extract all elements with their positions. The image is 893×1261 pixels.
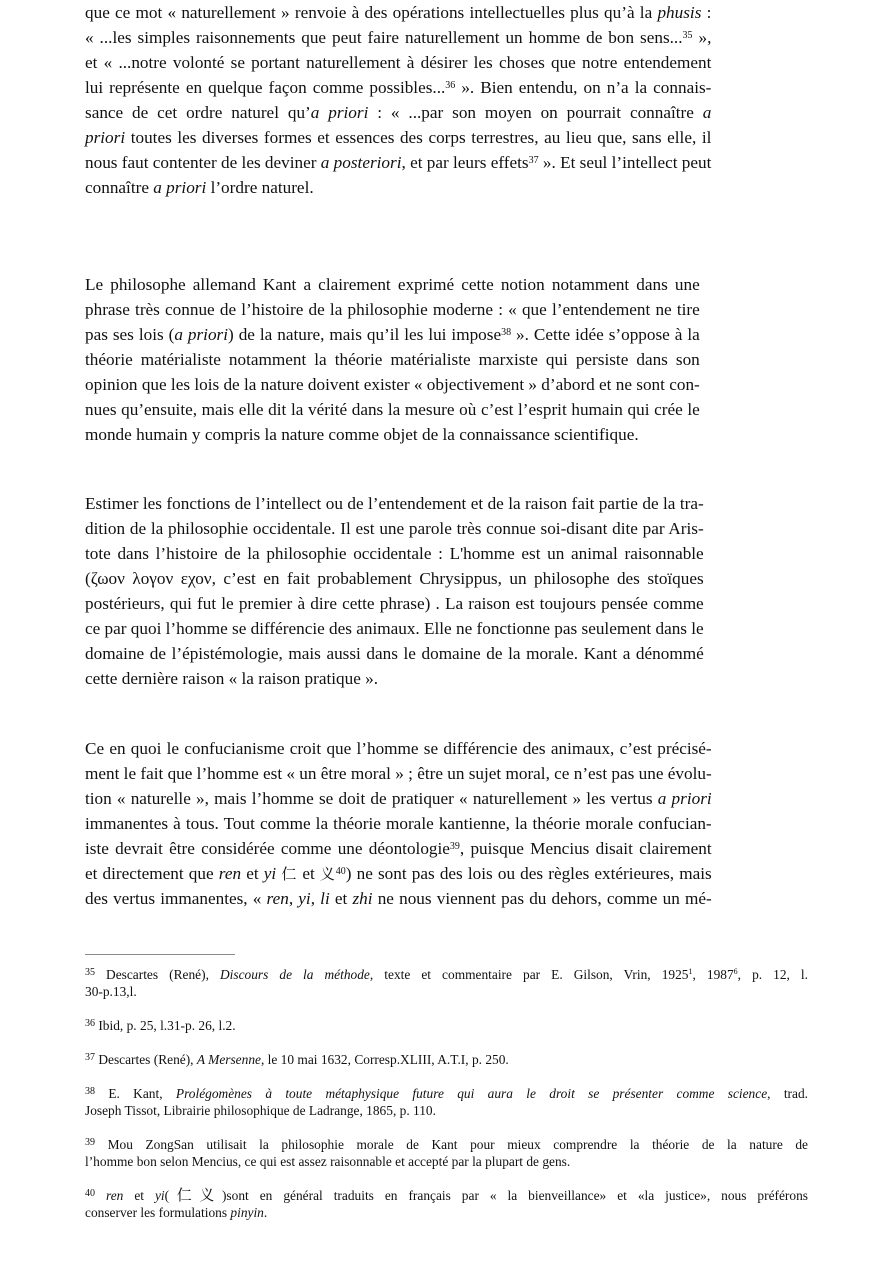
text-line: cette dernière raison « la raison pratique ». [85, 669, 379, 688]
footnote-ref-38[interactable]: 38 [501, 327, 512, 338]
paragraph-1 [85, 0, 711, 200]
text-line: phrase très connue de l’histoire de la philosophie moderne : « que l’entendement ne tire [85, 300, 700, 319]
edition-superscript: 1 [688, 967, 693, 976]
footnote-line: $^{37}$ Descartes (René), A Mersenne, le 10 mai 1632, Corresp.XLIII, A.T.I, p. 250. [85, 1052, 509, 1067]
footnote-35 [85, 966, 808, 1000]
footnote-line: 30-p.13,l. [85, 984, 137, 999]
text-line: pas ses lois (a priori) de la nature, mais qu’il les lui impose$^{38}$ ». Cette idée s’oppose à la [85, 325, 700, 344]
text-line: « ...les simples raisonnements que peut faire naturellement un homme de bon sens...$^{35}$ », [85, 28, 712, 47]
paragraph-3 [85, 491, 704, 691]
footnote-line: conserver les formulations pinyin. [85, 1205, 268, 1220]
text-line: priori toutes les diverses formes et essences des corps terrestres, au lieu que, sans elle, il [85, 128, 712, 147]
italic-text: a priori [657, 789, 712, 808]
footnote-number: 36 [85, 1018, 95, 1029]
italic-text: A Mersenne [196, 1052, 261, 1067]
footnote-number: 35 [85, 967, 95, 978]
footnote-number: 40 [85, 1188, 95, 1199]
footnote-line: $^{35}$ Descartes (René), Discours de la méthode, texte et commentaire par E. Gilson, Vrin, 1925$^1$, 1987$^6$, p. 12, l. [85, 967, 809, 982]
text-line: domaine de l’épistémologie, mais aussi dans le domaine de la morale. Kant a dénommé [85, 644, 704, 663]
text-line: ment le fait que l’homme est « un être moral » ; être un sujet moral, ce n’est pas une évolu- [85, 764, 712, 783]
text-line: et « ...notre volonté se portant naturellement à désirer les choses que notre entendement [85, 53, 712, 72]
text-line: (ζωον λογον εχον, c’est en fait probablement Chrysippus, un philosophe des stoïques [85, 569, 704, 588]
footnote-39 [85, 1136, 808, 1170]
italic-text: a posteriori [320, 153, 402, 172]
italic-text: Discours de la méthode [219, 967, 370, 982]
italic-text: a priori [174, 325, 229, 344]
text-line: nues qu’ensuite, mais elle dit la vérité dans la mesure où c’est l’esprit humain qui crée le [85, 400, 700, 419]
paragraph-2 [85, 272, 700, 447]
italic-text: a priori [310, 103, 369, 122]
footnote-36 [85, 1017, 808, 1034]
italic-text: yi [298, 889, 311, 908]
footnote-line: Joseph Tissot, Librairie philosophique de Ladrange, 1865, p. 110. [85, 1103, 436, 1118]
text-line: que ce mot « naturellement » renvoie à des opérations intellectuelles plus qu’à la phusis : [85, 3, 712, 22]
footnote-ref-37[interactable]: 37 [528, 155, 539, 166]
text-line: des vertus immanentes, « ren, yi, li et zhi ne nous viennent pas du dehors, comme un mé- [85, 889, 712, 908]
footnote-ref-39[interactable]: 39 [449, 841, 460, 852]
italic-text: a [702, 103, 712, 122]
text-line: postérieurs, qui fut le premier à dire cette phrase) . La raison est toujours pensée comme [85, 594, 704, 613]
footnote-line: $^{36}$ Ibid, p. 25, l.31-p. 26, l.2. [85, 1018, 236, 1033]
footnote-37 [85, 1051, 808, 1068]
footnote-ref-35[interactable]: 35 [682, 30, 693, 41]
italic-text: ren [218, 864, 242, 883]
footnote-line: $^{38}$ E. Kant, Prolégomènes à toute métaphysique future qui aura le droit se présenter comme science, trad. [85, 1086, 808, 1101]
footnote-line: $^{40}$ ren et yi(仁义)sont en général traduits en français par « la bienveillance» et «la justice», nous préférons [85, 1186, 808, 1204]
footnote-38 [85, 1085, 808, 1119]
footnote-number: 37 [85, 1052, 95, 1063]
paragraph-4 [85, 736, 712, 911]
text-line: sance de cet ordre naturel qu’a priori : « ...par son moyen on pourrait connaître a [85, 103, 712, 122]
chinese-characters: 义 [319, 865, 336, 883]
footnote-40 [85, 1187, 808, 1221]
italic-text: yi [263, 864, 277, 883]
text-line: Le philosophe allemand Kant a clairement exprimé cette notion notamment dans une [85, 275, 700, 294]
text-line: et directement que ren et yi 仁 et 义$^{40}$) ne sont pas des lois ou des règles extérieures, mais [85, 864, 712, 883]
text-line: tion « naturelle », mais l’homme se doit de pratiquer « naturellement » les vertus a priori [85, 789, 712, 808]
text-line: tote dans l’histoire de la philosophie occidentale : L'homme est un animal raisonnable [85, 544, 704, 563]
footnote-number: 38 [85, 1086, 95, 1097]
italic-text: Prolégomènes à toute métaphysique future qui aura le droit se présenter comme science [175, 1086, 768, 1101]
text-line: ce par quoi l’homme se différencie des animaux. Elle ne fonctionne pas seulement dans le [85, 619, 704, 638]
text-line: immanentes à tous. Tout comme la théorie morale kantienne, la théorie morale confucian- [85, 814, 712, 833]
footnote-ref-36[interactable]: 36 [445, 80, 456, 91]
italic-text: zhi [352, 889, 373, 908]
text-line: dition de la philosophie occidentale. Il est une parole très connue soi-disant dite par Aris- [85, 519, 704, 538]
italic-text: pinyin [230, 1205, 264, 1220]
text-line: opinion que les lois de la nature doivent exister « objectivement » d’abord et ne sont con- [85, 375, 700, 394]
text-line: monde humain y compris la nature comme objet de la connaissance scientifique. [85, 425, 639, 444]
footnote-line: $^{39}$ Mou ZongSan utilisait la philosophie morale de Kant pour mieux comprendre la théorie de la nature de [85, 1137, 808, 1152]
italic-text: priori [85, 128, 126, 147]
footnote-separator [85, 954, 235, 955]
text-line: Estimer les fonctions de l’intellect ou de l’entendement et de la raison fait partie de la tra- [85, 494, 704, 513]
italic-text: yi [154, 1188, 165, 1203]
italic-text: ren [266, 889, 289, 908]
text-line: Ce en quoi le confucianisme croit que l’homme se différencie des animaux, c’est précisé- [85, 739, 712, 758]
text-line: connaître a priori l’ordre naturel. [85, 178, 314, 197]
text-line: nous faut contenter de les deviner a posteriori, et par leurs effets$^{37}$ ». Et seul l’intellect peut [85, 153, 712, 172]
italic-text: li [320, 889, 330, 908]
chinese-characters: 仁 [281, 865, 298, 883]
footnote-number: 39 [85, 1137, 95, 1148]
text-line: théorie matérialiste notamment la théorie matérialiste marxiste qui persiste dans son [85, 350, 700, 369]
footnote-ref-40[interactable]: 40 [335, 866, 346, 877]
edition-superscript: 6 [733, 967, 738, 976]
text-line: lui représente en quelque façon comme possibles...$^{36}$ ». Bien entendu, on n’a la connais- [85, 78, 712, 97]
italic-text: a priori [153, 178, 207, 197]
italic-text: ren [105, 1188, 124, 1203]
footnote-line: l’homme bon selon Mencius, ce qui est assez raisonnable et accepté par la plupart de gens. [85, 1154, 571, 1169]
footnotes [85, 966, 808, 1238]
chinese-characters: 仁义 [169, 1186, 222, 1204]
text-line: iste devrait être considérée comme une déontologie$^{39}$, puisque Mencius disait clairement [85, 839, 712, 858]
italic-text: phusis [657, 3, 702, 22]
